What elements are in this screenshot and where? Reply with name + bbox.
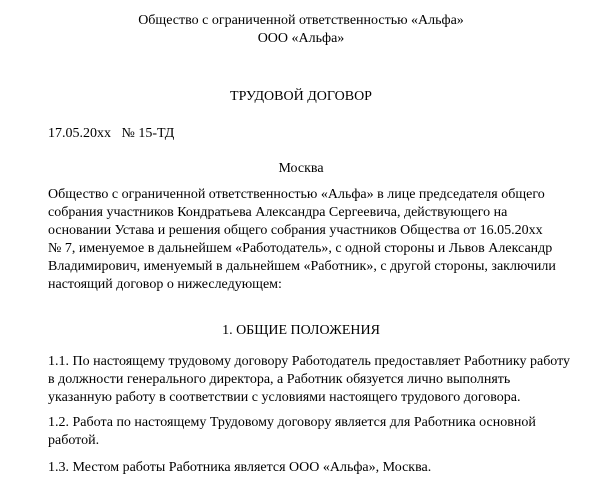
org-full-name: Общество с ограниченной ответственностью «Альфа» [138,13,464,28]
preamble-line: основании Устава и решения общего собрания участников Общества от 16.05.20xx [48,223,543,238]
clause-line: 1.1. По настоящему трудовому договору Работодатель предоставляет Работнику работу [48,354,571,369]
date-and-number: 17.05.20xx № 15-ТД [48,126,175,141]
document-title: ТРУДОВОЙ ДОГОВОР [230,89,372,104]
preamble-line: настоящий договор о нижеследующем: [48,277,282,292]
clause-line: 1.3. Местом работы Работника является ООО «Альфа», Москва. [48,460,432,475]
preamble-line: Владимирович, именуемый в дальнейшем «Работник», с другой стороны, заключили [48,259,556,274]
preamble-line: № 7, именуемое в дальнейшем «Работодатель», с одной стороны и Львов Александр [48,241,553,256]
clause-line: работой. [48,433,100,448]
section-title: 1. ОБЩИЕ ПОЛОЖЕНИЯ [222,323,380,338]
clause-line: указанную работу в соответствии с условиями настоящего трудового договора. [48,390,521,405]
city: Москва [278,161,324,176]
preamble-paragraph [48,186,556,294]
clause-line: 1.2. Работа по настоящему Трудовому договору является для Работника основной [48,415,536,430]
clause-1-3 [48,459,431,477]
preamble-line: Общество с ограниченной ответственностью «Альфа» в лице председателя общего [48,187,545,202]
org-short-name: ООО «Альфа» [257,31,345,46]
clause-1-1 [48,353,570,407]
clause-line: в должности генерального директора, а Работник обязуется лично выполнять [48,372,511,387]
clause-1-2 [48,414,536,450]
preamble-line: собрания участников Кондратьева Александра Сергеевича, действующего на [48,205,508,220]
